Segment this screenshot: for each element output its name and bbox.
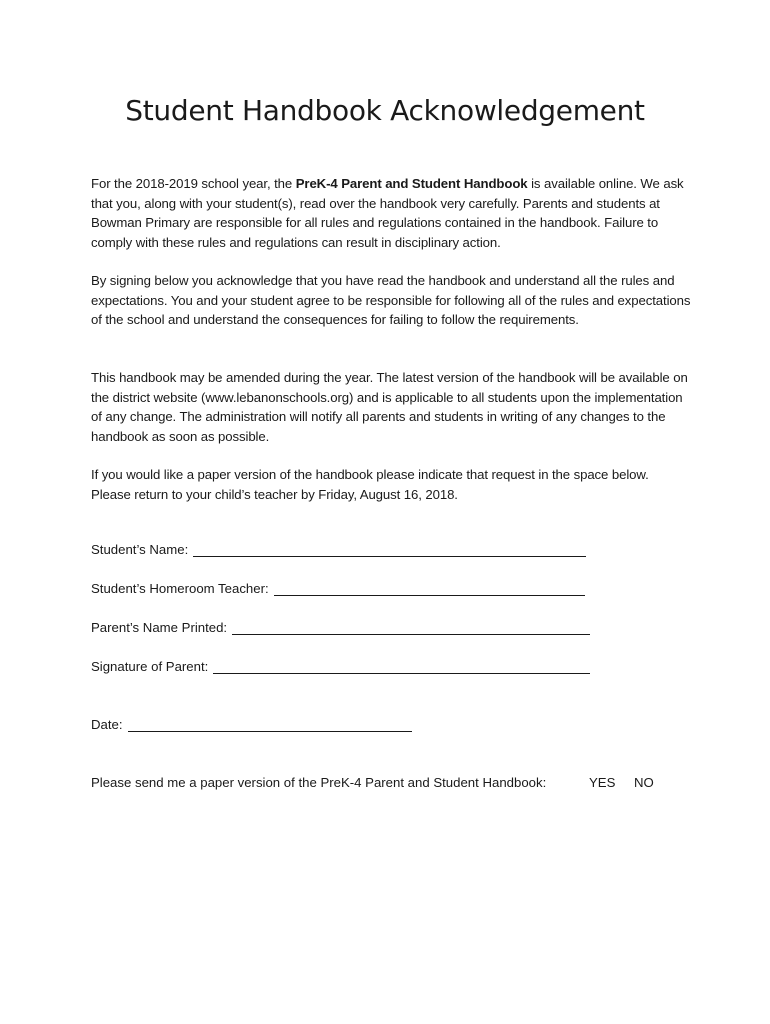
amendment-paragraph: This handbook may be amended during the year. The latest version of the handbook will be available on the district website (www.lebanonschools.org) and is applicable to all students upon the implementation of any change. The administration will notify all parents and students in writing of any changes to the handbook as soon as possible. [91, 370, 688, 444]
student-name-input-line[interactable] [193, 542, 586, 557]
intro-text-end: is available online. We ask that you, along with your student(s), read over the handbook very carefully. Parents and students at Bowman Primary are responsible for all rules and regulations contained in the handbook. Failure to comply with these rules and regulations can result in disciplinary action. [91, 176, 684, 250]
handbook-name-bold: PreK-4 Parent and Student Handbook [295, 176, 528, 191]
parent-signature-label: Signature of Parent: [91, 659, 209, 674]
parent-name-input-line[interactable] [232, 620, 590, 635]
no-option[interactable]: NO [634, 775, 654, 790]
student-name-field [91, 542, 586, 557]
intro-paragraph [91, 174, 691, 252]
date-label: Date: [91, 717, 123, 732]
paper-version-paragraph: If you would like a paper version of the handbook please indicate that request in the space below. Please return to your child’s teacher by Friday, August 16, 2018. [91, 467, 649, 502]
student-name-label: Student’s Name: [91, 542, 189, 557]
date-input-line[interactable] [128, 717, 412, 732]
parent-signature-input-line[interactable] [213, 659, 590, 674]
homeroom-teacher-field [91, 581, 585, 596]
homeroom-teacher-input-line[interactable] [274, 581, 585, 596]
parent-signature-field [91, 659, 590, 674]
homeroom-teacher-label: Student’s Homeroom Teacher: [91, 581, 269, 596]
parent-name-field [91, 620, 590, 635]
yes-option[interactable]: YES [589, 775, 616, 790]
date-field [91, 717, 412, 732]
parent-name-label: Parent’s Name Printed: [91, 620, 228, 635]
intro-text-start: For the 2018-2019 school year, the [91, 176, 296, 191]
document-title: Student Handbook Acknowledgement [125, 94, 645, 127]
paper-request-label: Please send me a paper version of the PreK-4 Parent and Student Handbook: [91, 775, 547, 790]
acknowledgement-paragraph: By signing below you acknowledge that you have read the handbook and understand all the rules and expectations. You and your student agree to be responsible for following all of the rules and expectations of the school and understand the consequences for failing to follow the requirements. [91, 273, 691, 327]
